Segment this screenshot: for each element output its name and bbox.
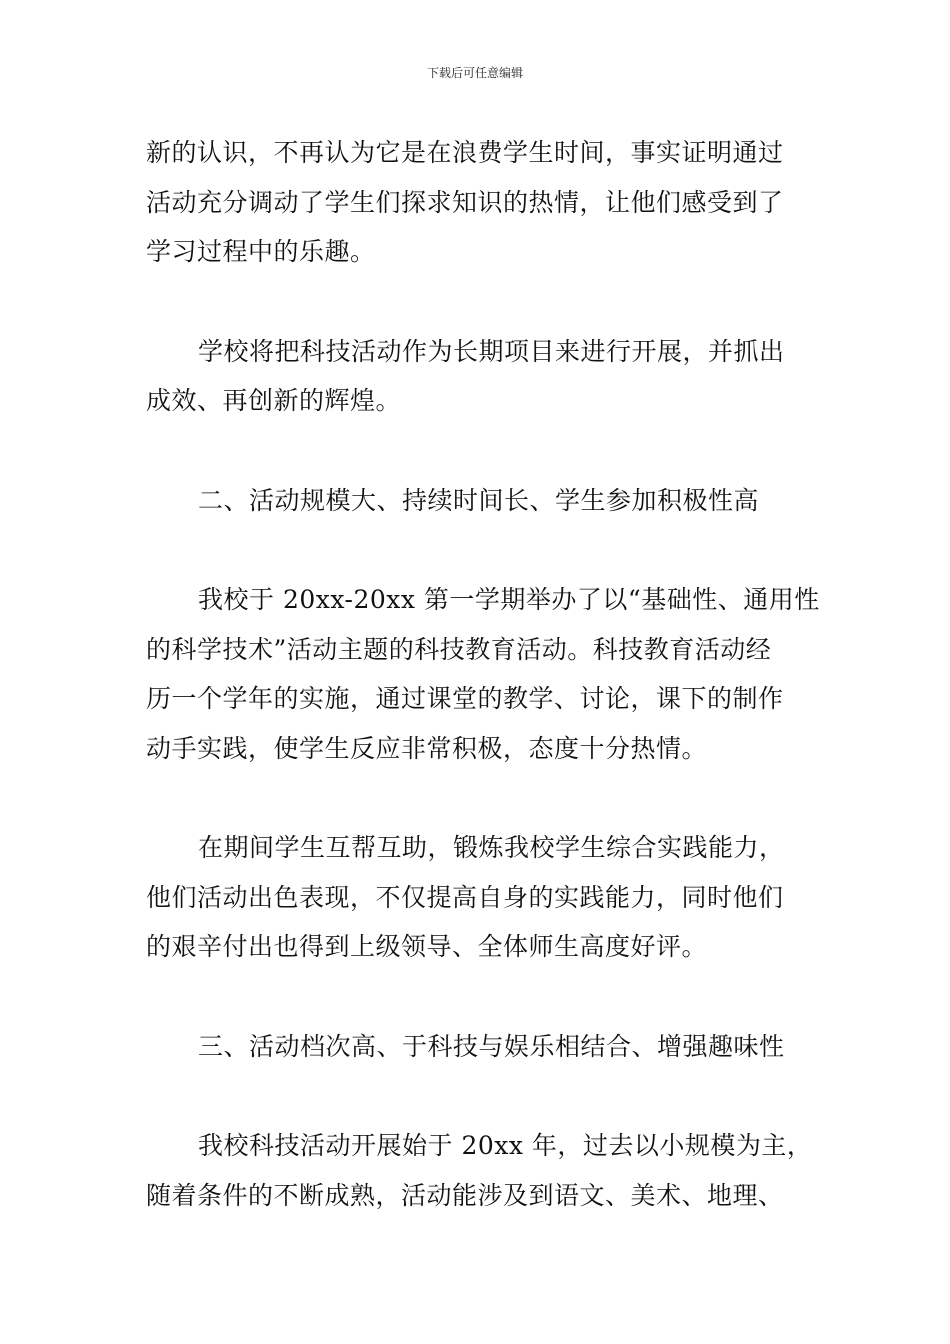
paragraph-line: 动手实践，使学生反应非常积极，态度十分热情。 — [146, 733, 708, 763]
paragraph-line: 活动充分调动了学生们探求知识的热情，让他们感受到了 — [146, 187, 784, 217]
paragraph-line: 的科学技术”活动主题的科技教育活动。科技教育活动经 — [146, 634, 772, 664]
paragraph-gap — [146, 773, 808, 823]
paragraph-2 — [146, 327, 808, 426]
paragraph-1 — [146, 128, 808, 277]
paragraph-4 — [146, 823, 808, 972]
paragraph-line: 新的认识，不再认为它是在浪费学生时间，事实证明通过 — [146, 138, 784, 167]
paragraph-line: 我校于 20xx-20xx 第一学期举办了以“基础性、通用性 — [198, 585, 820, 614]
heading-line: 三、活动档次高、于科技与娱乐相结合、增强趣味性 — [198, 1031, 785, 1061]
paragraph-line: 成效、再创新的辉煌。 — [146, 386, 402, 415]
paragraph-line: 学习过程中的乐趣。 — [146, 237, 376, 266]
paragraph-line: 的艰辛付出也得到上级领导、全体师生高度好评。 — [146, 932, 708, 961]
paragraph-line: 随着条件的不断成熟，活动能涉及到语文、美术、地理、 — [146, 1180, 784, 1210]
paragraph-line: 历一个学年的实施，通过课堂的教学、讨论，课下的制作 — [146, 684, 784, 713]
paragraph-gap — [146, 972, 808, 1022]
paragraph-gap — [146, 1071, 808, 1121]
paragraph-5 — [146, 1121, 813, 1220]
page-header-note: 下载后可任意编辑 — [426, 66, 523, 80]
heading-line: 二、活动规模大、持续时间长、学生参加积极性高 — [198, 485, 760, 515]
section-heading-2 — [146, 476, 808, 526]
paragraph-line: 我校科技活动开展始于 20xx 年，过去以小规模为主， — [198, 1131, 813, 1160]
paragraph-gap — [146, 277, 808, 327]
paragraph-line: 在期间学生互帮互助，锻炼我校学生综合实践能力， — [198, 833, 785, 862]
paragraph-line: 学校将把科技活动作为长期项目来进行开展，并抓出 — [198, 336, 785, 366]
paragraph-gap — [146, 426, 808, 476]
section-heading-3 — [146, 1022, 808, 1072]
paragraph-gap — [146, 525, 808, 575]
paragraph-3 — [146, 575, 820, 773]
paragraph-line: 他们活动出色表现，不仅提高自身的实践能力，同时他们 — [146, 882, 784, 912]
document-body — [146, 128, 820, 1220]
